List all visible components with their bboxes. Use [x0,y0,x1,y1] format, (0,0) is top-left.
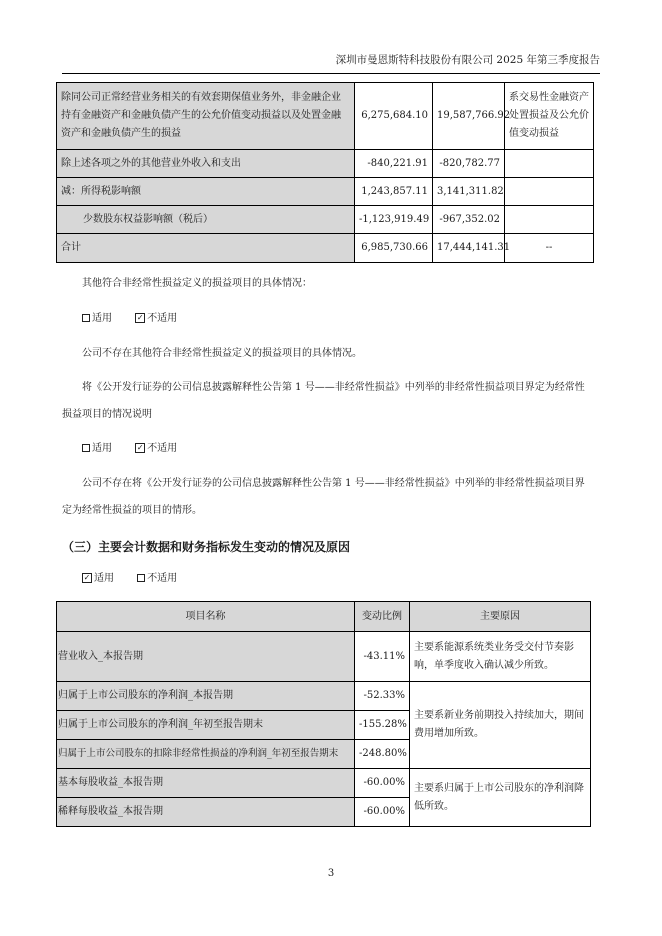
row-reason: 主要系新业务前期投入持续加大，期间费用增加所致。 [410,682,591,769]
applicable-option[interactable]: ✓ 适用 [83,572,114,584]
table-row [57,632,591,682]
row-ytd: 3,141,311.82 [433,178,505,206]
table-row [57,206,594,234]
row-item: 归属于上市公司股东的净利润_本报告期 [57,682,355,711]
checkbox-row-3 [82,572,197,586]
row-name: 减：所得税影响额 [57,178,355,206]
row-note: 系交易性金融资产处置损益及公允价值变动损益 [505,83,594,150]
other-items-paragraph: 其他符合非经常性损益定义的损益项目的具体情况： [82,278,312,289]
checked-box-icon: ✓ [136,312,144,322]
no-classification-paragraph-line1: 公司不存在将《公开发行证券的公司信息披露解释性公告第 1 号——非经常性损益》中列举的非经常性损益项目界 [82,478,585,489]
table-row [57,769,591,798]
row-ytd: 19,587,766.92 [433,83,505,150]
header-change: 变动比例 [355,602,410,632]
row-reason: 主要系能源系统类业务受交付节奏影响，单季度收入确认减少所致。 [410,632,591,682]
no-classification-paragraph-line2: 定为经常性损益的项目的情形。 [62,505,202,516]
checkbox-row-1 [82,312,197,326]
row-name: 合计 [57,234,355,263]
row-change: -60.00% [355,798,410,827]
row-item: 稀释每股收益_本报告期 [57,798,355,827]
classification-paragraph-line2: 损益项目的情况说明 [62,409,152,420]
not-applicable-option[interactable]: ✓ 不适用 [136,442,178,454]
unchecked-box-icon [82,314,90,322]
row-change: -52.33% [355,682,410,711]
row-note [505,150,594,178]
row-name: 除上述各项之外的其他营业外收入和支出 [57,150,355,178]
checked-box-icon: ✓ [83,572,91,582]
row-change: -43.11% [355,632,410,682]
row-change: -155.28% [355,711,410,740]
page-number: 3 [327,868,335,879]
row-note [505,178,594,206]
section-title: （三）主要会计数据和财务指标发生变动的情况及原因 [62,540,351,554]
row-current: -1,123,919.49 [355,206,433,234]
table-row-total [57,234,594,263]
row-item: 归属于上市公司股东的扣除非经常性损益的净利润_年初至报告期末 [57,740,355,769]
non-recurring-gains-table [56,82,594,263]
row-change: -248.80% [355,740,410,769]
row-current: -840,221.91 [355,150,433,178]
row-current: 6,985,730.66 [355,234,433,263]
row-current: 1,243,857.11 [355,178,433,206]
not-applicable-option[interactable]: 不适用 [137,572,177,586]
checkbox-row-2 [82,442,197,456]
row-item: 归属于上市公司股东的净利润_年初至报告期末 [57,711,355,740]
row-ytd: 17,444,141.31 [433,234,505,263]
financial-changes-table [56,601,591,827]
row-note: -- [505,234,594,263]
report-header: 深圳市曼恩斯特科技股份有限公司 2025 年第三季度报告 [335,54,600,66]
table-row [57,83,594,150]
row-ytd: -967,352.02 [433,206,505,234]
table-header-row [57,602,591,632]
table-row [57,682,591,711]
row-item: 基本每股收益_本报告期 [57,769,355,798]
header-rule [62,73,600,74]
classification-paragraph-line1: 将《公开发行证券的公司信息披露解释性公告第 1 号——非经常性损益》中列举的非经常性损益项目界定为经常性 [82,382,585,393]
unchecked-box-icon [137,574,145,582]
row-item: 营业收入_本报告期 [57,632,355,682]
header-reason: 主要原因 [410,602,591,632]
row-reason: 主要系归属于上市公司股东的净利润降低所致。 [410,769,591,827]
row-ytd: -820,782.77 [433,150,505,178]
row-change: -60.00% [355,769,410,798]
row-note [505,206,594,234]
not-applicable-option[interactable]: ✓ 不适用 [136,312,178,324]
row-name: 少数股东权益影响额（税后） [57,206,355,234]
table-row [57,150,594,178]
applicable-option[interactable]: 适用 [82,312,112,326]
row-name: 除同公司正常经营业务相关的有效套期保值业务外，非金融企业持有金融资产和金融负债产生的公允价值变动损益以及处置金融资产和金融负债产生的损益 [57,83,355,150]
checked-box-icon: ✓ [136,442,144,452]
table-row [57,178,594,206]
row-current: 6,275,684.10 [355,83,433,150]
no-other-items-paragraph: 公司不存在其他符合非经常性损益定义的损益项目的具体情况。 [82,348,362,359]
unchecked-box-icon [82,444,90,452]
applicable-option[interactable]: 适用 [82,442,112,456]
header-item: 项目名称 [57,602,355,632]
